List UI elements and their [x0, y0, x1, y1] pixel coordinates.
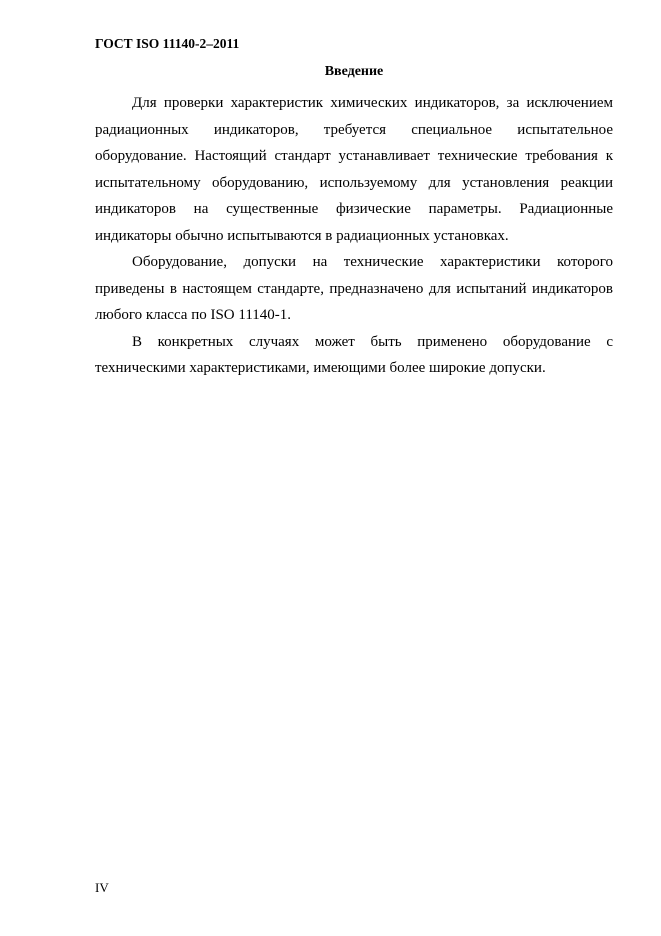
paragraph-2: Оборудование, допуски на технические характеристики которого приведены в настоящем стандарте, предназначено для испытаний индикаторов любого класса по ISO 11140-1.	[95, 254, 613, 323]
body-text	[95, 90, 613, 382]
page-number: IV	[95, 880, 109, 895]
paragraph-1: Для проверки характеристик химических индикаторов, за исключением радиационных индикаторов, требуется специальное испытательное оборудование. Настоящий стандарт устанавливает технические требования к испытательному оборудованию, используемому для установления реакции индикаторов на существенные физические параметры. Радиационные индикаторы обычно испытываются в радиационных установках.	[95, 95, 613, 244]
document-header: ГОСТ ISO 11140-2–2011	[95, 36, 240, 51]
paragraph-3: В конкретных случаях может быть применено оборудование с техническими характеристиками, имеющими более широкие допуски.	[95, 333, 613, 376]
section-title: Введение	[324, 64, 384, 79]
